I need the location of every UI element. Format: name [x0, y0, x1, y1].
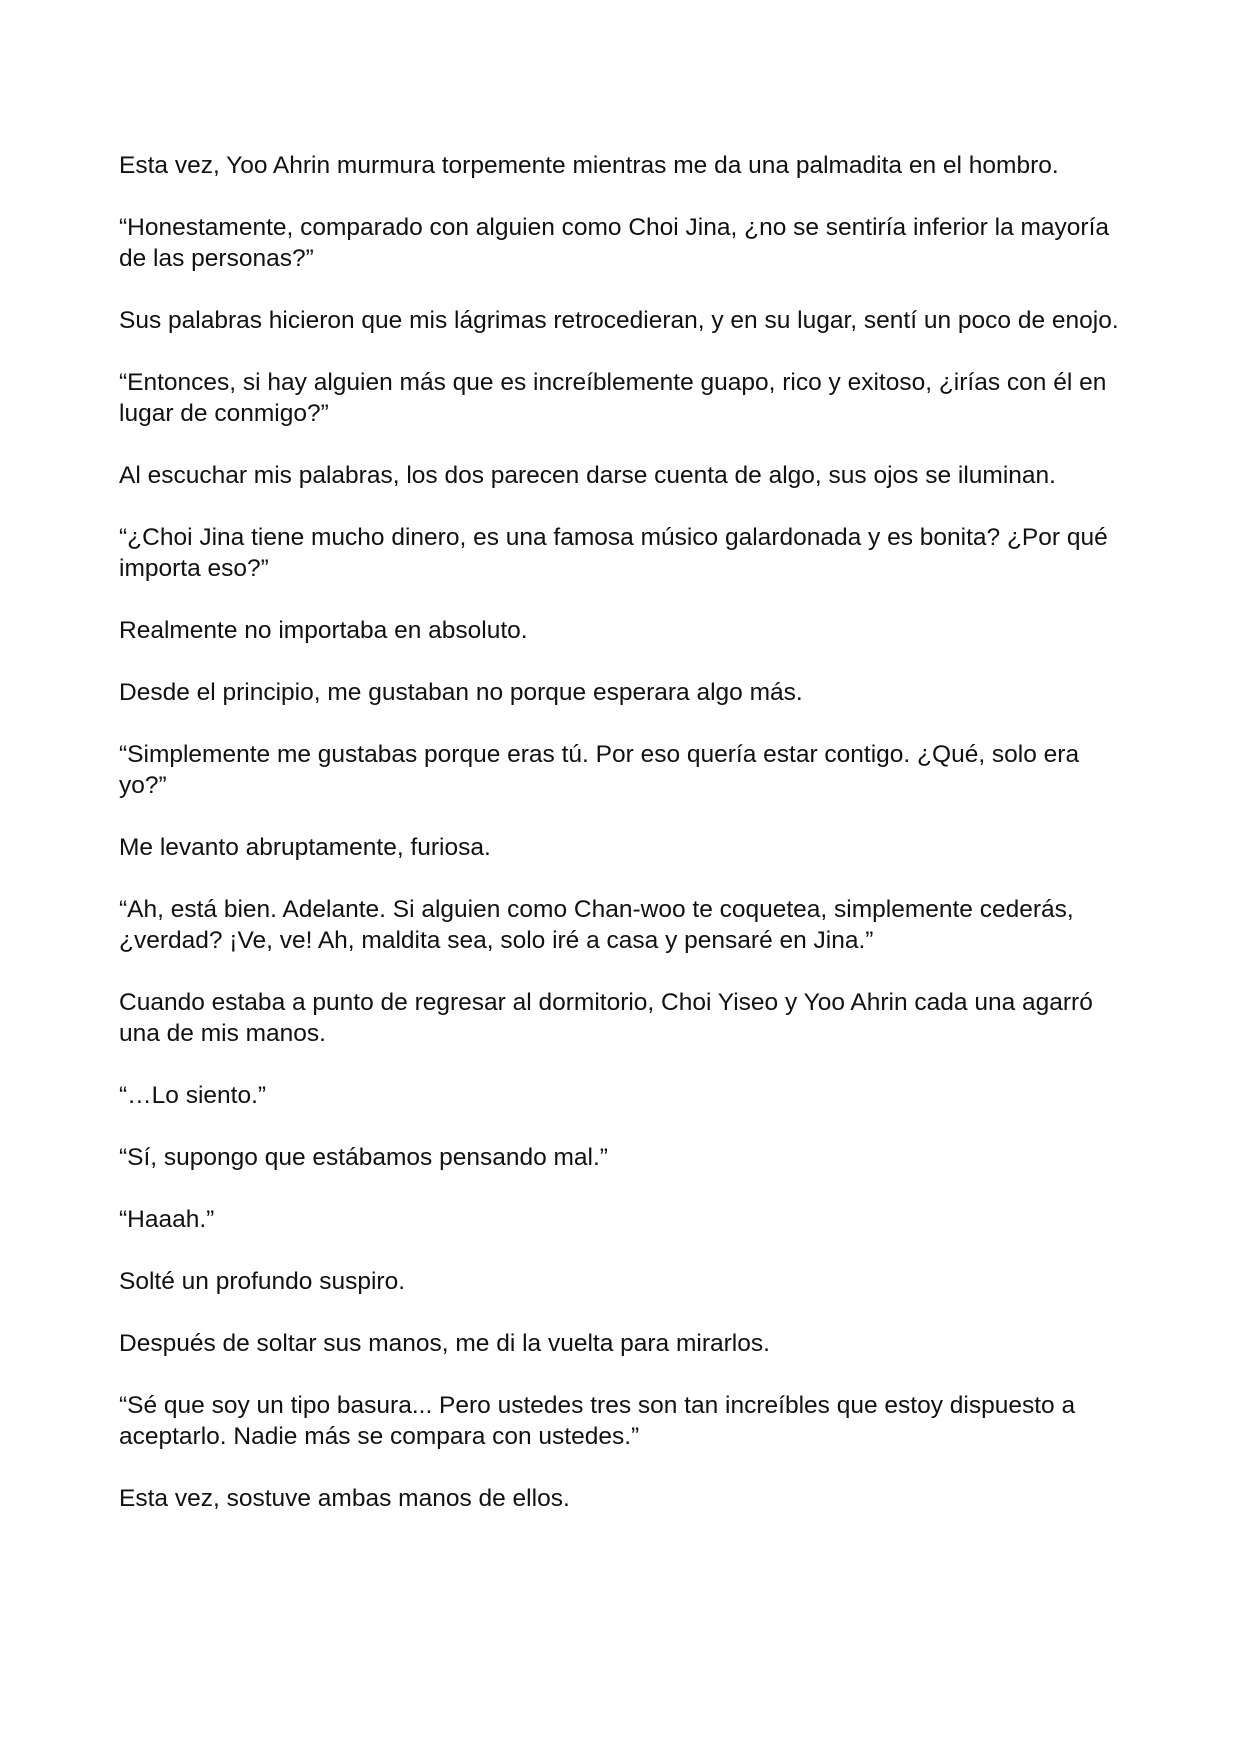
paragraph: “Sé que soy un tipo basura... Pero ustedes tres son tan increíbles que estoy dispuesto a aceptarlo. Nadie más se compara con ustedes.”: [119, 1392, 1076, 1450]
paragraph: “…Lo siento.”: [119, 1082, 267, 1109]
paragraph: Esta vez, sostuve ambas manos de ellos.: [119, 1485, 570, 1512]
paragraph: “Ah, está bien. Adelante. Si alguien como Chan-woo te coquetea, simplemente cederás, ¿verdad? ¡Ve, ve! Ah, maldita sea, solo iré a casa y pensaré en Jina.”: [119, 896, 1074, 954]
paragraph: “Entonces, si hay alguien más que es increíblemente guapo, rico y exitoso, ¿irías con él en lugar de conmigo?”: [119, 369, 1107, 427]
paragraph: Realmente no importaba en absoluto.: [119, 617, 528, 644]
paragraph: Al escuchar mis palabras, los dos parecen darse cuenta de algo, sus ojos se iluminan.: [119, 462, 1056, 489]
paragraph: Esta vez, Yoo Ahrin murmura torpemente mientras me da una palmadita en el hombro.: [119, 152, 1059, 179]
document-body: [119, 150, 1129, 1545]
paragraph: Desde el principio, me gustaban no porque esperara algo más.: [119, 679, 803, 706]
paragraph: “Simplemente me gustabas porque eras tú. Por eso quería estar contigo. ¿Qué, solo era yo?”: [119, 741, 1080, 799]
paragraph: “Haaah.”: [119, 1206, 215, 1233]
paragraph: “Sí, supongo que estábamos pensando mal.”: [119, 1144, 608, 1171]
paragraph: Me levanto abruptamente, furiosa.: [119, 834, 491, 861]
paragraph: “Honestamente, comparado con alguien como Choi Jina, ¿no se sentiría inferior la mayoría de las personas?”: [119, 214, 1110, 272]
paragraph: “¿Choi Jina tiene mucho dinero, es una famosa músico galardonada y es bonita? ¿Por qué importa eso?”: [119, 524, 1108, 582]
paragraph: Después de soltar sus manos, me di la vuelta para mirarlos.: [119, 1330, 770, 1357]
paragraph: Solté un profundo suspiro.: [119, 1268, 406, 1295]
paragraph: Sus palabras hicieron que mis lágrimas retrocedieran, y en su lugar, sentí un poco de enojo.: [119, 307, 1119, 334]
paragraph: Cuando estaba a punto de regresar al dormitorio, Choi Yiseo y Yoo Ahrin cada una agarró una de mis manos.: [119, 989, 1093, 1047]
